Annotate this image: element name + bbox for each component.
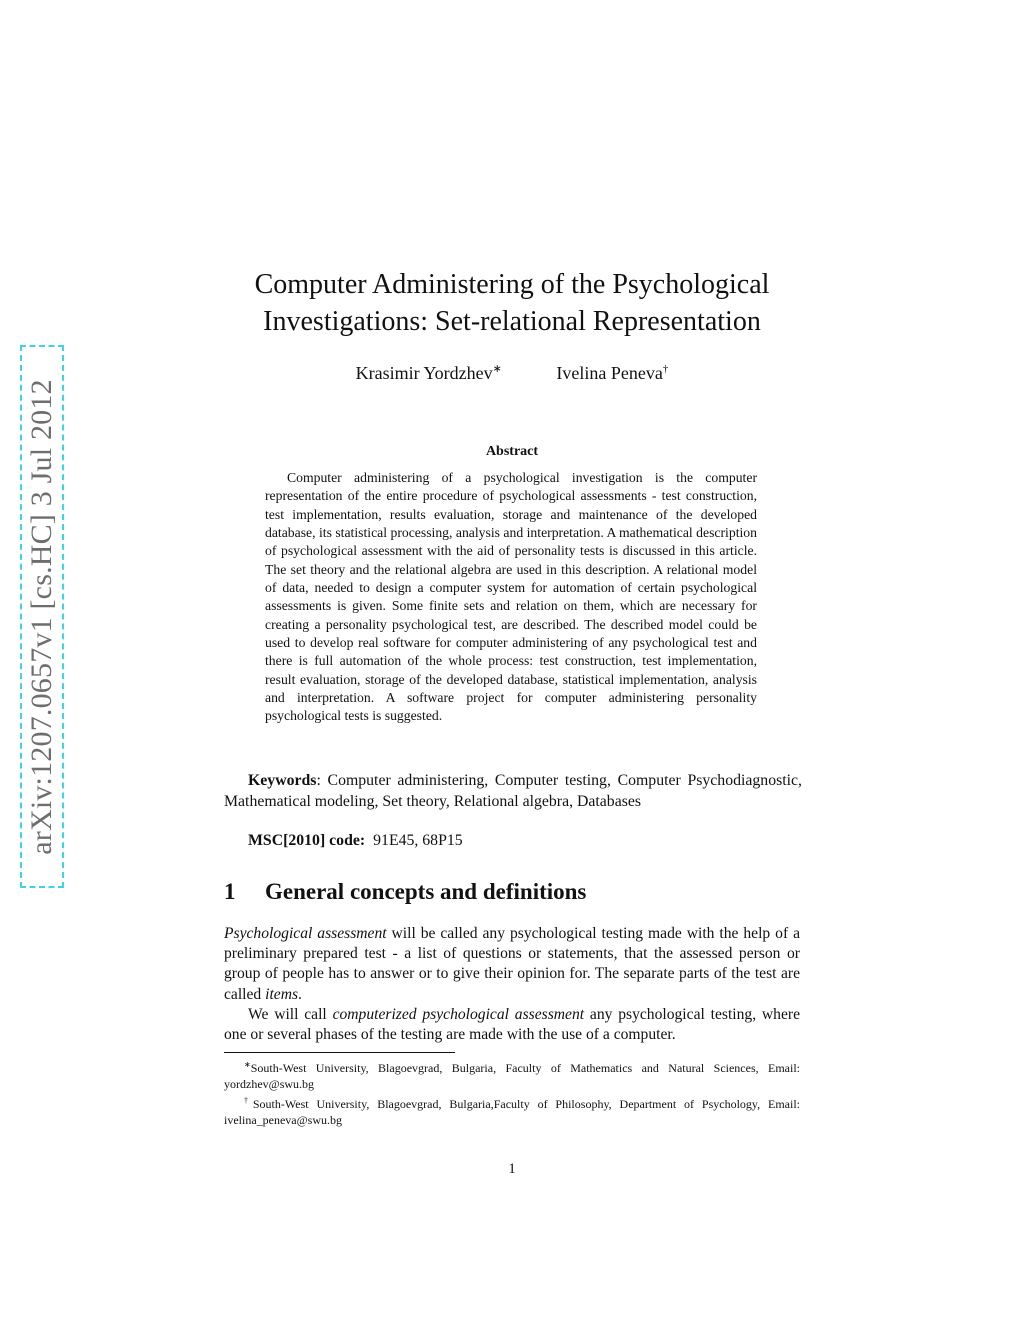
abstract-text: Computer administering of a psychological investigation is the computer representation of the entire procedure of psychological assessments - test construction, test implementation, results evaluation, storage and maintenance of the developed database, its statistical processing, analysis and interpretation. A mathematical description of psychological assessment with the aid of personality tests is discussed in this article. The set theory and the relational algebra are used in this description. A relational model of data, needed to design a computer system for automation of certain psychological assessments is given. Some finite sets and relation on them, which are necessary for creating a personality psychological test, are described. The described model could be used to develop real software for computer administering of any psychological test and there is full automation of the whole process: test construction, test implementation, result evaluation, storage of the developed database, statistical implementation, analysis and interpretation. A software project for computer administering personality psychological tests is suggested. bbox=[265, 470, 757, 724]
paragraph-2-text-b: any psychological testing, where one or several phases of the testing are made with the use of a computer. bbox=[224, 1005, 800, 1044]
footnote-1 bbox=[224, 1057, 800, 1093]
paragraph-1 bbox=[224, 924, 800, 1005]
page-number: 1 bbox=[508, 1161, 516, 1177]
paragraph-2-text-a: We will call bbox=[248, 1005, 333, 1023]
paper-title bbox=[0, 266, 1024, 340]
keywords bbox=[224, 771, 802, 812]
author-2-name: Ivelina Peneva bbox=[556, 363, 663, 383]
paragraph-2 bbox=[224, 1005, 800, 1045]
footnote-1-mark: ∗ bbox=[244, 1060, 251, 1069]
msc-label: MSC[2010] code: bbox=[248, 832, 366, 849]
abstract-heading: Abstract bbox=[485, 444, 539, 459]
section-heading bbox=[224, 879, 586, 905]
title-line-2: Investigations: Set-relational Representation bbox=[263, 306, 761, 337]
author-1-footnote-mark: ∗ bbox=[492, 363, 502, 375]
arxiv-identifier-stamp bbox=[20, 345, 64, 888]
arxiv-identifier: arXiv:1207.0657v1 [cs.HC] 3 Jul 2012 bbox=[25, 378, 58, 855]
keywords-label: Keywords bbox=[248, 772, 317, 789]
footnotes bbox=[224, 1057, 800, 1128]
paragraph-1-text-b: . bbox=[298, 985, 302, 1003]
section-title: General concepts and definitions bbox=[265, 879, 587, 904]
footnote-rule bbox=[224, 1052, 455, 1053]
section-number: 1 bbox=[224, 879, 236, 904]
paragraph-1-term-2: items bbox=[265, 985, 299, 1003]
footnote-2 bbox=[224, 1093, 800, 1129]
msc-classification bbox=[248, 832, 463, 850]
footnote-2-mark: † bbox=[244, 1095, 253, 1105]
footnote-2-text: South-West University, Blagoevgrad, Bulgaria,Faculty of Philosophy, Department of Psychology, Email: ivelina_peneva@swu.bg bbox=[224, 1096, 800, 1127]
title-line-1: Computer Administering of the Psychological bbox=[254, 269, 770, 300]
paragraph-2-term: computerized psychological assessment bbox=[332, 1005, 585, 1023]
paragraph-1-term: Psychological assessment bbox=[224, 925, 387, 942]
msc-codes: 91E45, 68P15 bbox=[373, 832, 463, 849]
keywords-text: : Computer administering, Computer testing, Computer Psychodiagnostic, Mathematical modeling, Set theory, Relational algebra, Databases bbox=[224, 772, 802, 810]
author-list bbox=[0, 362, 1024, 384]
author-1 bbox=[356, 362, 502, 384]
author-1-name: Krasimir Yordzhev bbox=[355, 363, 493, 383]
paragraph-1-text-a: will be called any psychological testing made with the help of a preliminary prepared test - a list of questions or statements, that the assessed person or group of people has to answer or to give their opinion for. The separate parts of the test are called bbox=[224, 925, 800, 1003]
section-body bbox=[224, 924, 800, 1045]
author-2-footnote-mark: † bbox=[662, 363, 669, 375]
footnote-1-text: South-West University, Blagoevgrad, Bulgaria, Faculty of Mathematics and Natural Sciences, Email: yordzhev@swu.bg bbox=[224, 1061, 800, 1092]
author-2 bbox=[556, 363, 668, 384]
